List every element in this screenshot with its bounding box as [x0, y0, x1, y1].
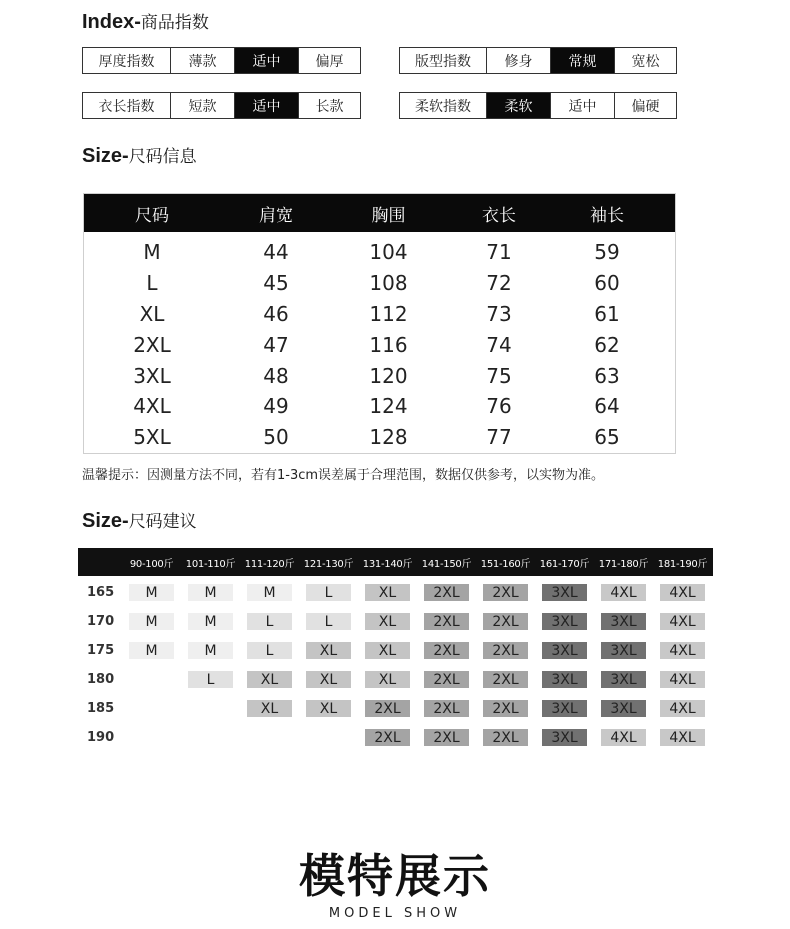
- size-slot: [181, 613, 240, 630]
- index-label: 厚度指数: [98, 53, 155, 70]
- size-chip: M: [129, 584, 174, 601]
- size-cell: 45: [263, 271, 289, 296]
- empty-slot: [129, 729, 174, 746]
- size-cell: 108: [369, 271, 408, 296]
- size-chip: 3XL: [542, 584, 587, 601]
- size-chip: 2XL: [483, 584, 528, 601]
- size-slot: [653, 642, 712, 659]
- size-slot: [122, 729, 181, 746]
- size-chip: 2XL: [483, 613, 528, 630]
- index-label: 柔软指数: [415, 98, 471, 115]
- index-heading-en: Index-: [82, 11, 141, 33]
- size-cell: 77: [486, 425, 512, 450]
- size-slot: [653, 584, 712, 601]
- index-option: 长款: [298, 93, 360, 118]
- size-table-row: [84, 237, 675, 268]
- size-slot: [358, 700, 417, 717]
- weight-header-cell: 171-180斤: [598, 558, 649, 570]
- size-recommend-heading-cn: 尺码建议: [128, 512, 197, 532]
- size-chip: 4XL: [601, 584, 646, 601]
- index-group-fit: [399, 47, 677, 74]
- size-cell: 44: [263, 240, 289, 265]
- size-header-cell: 胸围: [371, 205, 406, 226]
- size-table-row: [84, 329, 675, 360]
- size-table: [83, 193, 676, 454]
- size-slot: [299, 584, 358, 601]
- size-chip: M: [188, 584, 233, 601]
- weight-header-cell: 121-130斤: [303, 558, 354, 570]
- index-option: 偏厚: [298, 48, 360, 73]
- size-cell: 75: [486, 363, 512, 388]
- size-cell: 72: [486, 271, 512, 296]
- size-cell: 128: [369, 425, 408, 450]
- size-chip: 2XL: [483, 700, 528, 717]
- size-chip: 2XL: [483, 642, 528, 659]
- size-recommend-heading-en: Size-: [82, 510, 129, 532]
- size-slot: [181, 642, 240, 659]
- size-chip: L: [306, 613, 351, 630]
- size-slot: [122, 613, 181, 630]
- size-header-cell: 袖长: [590, 205, 624, 226]
- height-row: [78, 636, 713, 665]
- size-chip: M: [188, 642, 233, 659]
- index-option-selected: 常规: [550, 48, 614, 73]
- size-slot: [122, 671, 181, 688]
- size-cell: 5XL: [133, 425, 171, 450]
- index-option: 薄款: [170, 48, 234, 73]
- size-cell: 4XL: [133, 394, 171, 419]
- size-slot: [476, 584, 535, 601]
- size-slot: [535, 671, 594, 688]
- size-table-row: [84, 360, 675, 391]
- empty-slot: [188, 729, 233, 746]
- size-slot: [358, 671, 417, 688]
- recommend-body: [78, 578, 713, 752]
- size-chip: 3XL: [601, 642, 646, 659]
- size-slot: [476, 613, 535, 630]
- size-slot: [476, 642, 535, 659]
- size-chip: XL: [306, 642, 351, 659]
- size-chip: 3XL: [542, 613, 587, 630]
- size-table-header: [84, 194, 675, 232]
- size-slot: [594, 729, 653, 746]
- index-option: 偏硬: [614, 93, 676, 118]
- weight-header-cell: 141-150斤: [421, 558, 472, 570]
- size-cell: 3XL: [133, 363, 171, 388]
- size-chip: 2XL: [424, 584, 469, 601]
- size-chip: XL: [365, 671, 410, 688]
- index-label: 衣长指数: [98, 98, 155, 115]
- size-cell: 63: [594, 363, 620, 388]
- index-group-softness: [399, 92, 677, 119]
- index-option-selected: 适中: [234, 93, 298, 118]
- size-chip: 2XL: [365, 729, 410, 746]
- size-slot: [181, 671, 240, 688]
- weight-header-cell: 111-120斤: [244, 558, 295, 570]
- height-label: 180: [87, 672, 115, 687]
- size-slot: [417, 584, 476, 601]
- size-header-cell: 肩宽: [259, 205, 293, 226]
- size-chip: XL: [247, 671, 292, 688]
- size-chip: XL: [306, 700, 351, 717]
- size-chip: L: [247, 642, 292, 659]
- weight-header-cell: 101-110斤: [185, 558, 236, 570]
- index-option: 适中: [550, 93, 614, 118]
- size-table-row: [84, 391, 675, 422]
- size-info-heading: [82, 142, 197, 168]
- size-cell: XL: [139, 301, 165, 326]
- size-chip: 4XL: [660, 700, 705, 717]
- weight-header-cell: 131-140斤: [362, 558, 413, 570]
- size-cell: L: [146, 271, 158, 296]
- size-slot: [299, 671, 358, 688]
- size-cell: 74: [486, 332, 512, 357]
- size-slot: [535, 642, 594, 659]
- size-slot: [653, 671, 712, 688]
- size-chip: 2XL: [365, 700, 410, 717]
- size-chip: XL: [306, 671, 351, 688]
- size-slot: [181, 584, 240, 601]
- size-chip: 4XL: [601, 729, 646, 746]
- empty-slot: [129, 700, 174, 717]
- size-table-row: [84, 299, 675, 330]
- size-chip: 4XL: [660, 642, 705, 659]
- size-slot: [299, 729, 358, 746]
- index-option: 修身: [486, 48, 550, 73]
- size-slot: [240, 584, 299, 601]
- model-show-title: 模特展示: [299, 849, 491, 903]
- height-row: [78, 607, 713, 636]
- index-label: 版型指数: [415, 53, 471, 70]
- size-slot: [240, 729, 299, 746]
- size-header-cell: 尺码: [135, 205, 169, 226]
- weight-header-cell: 181-190斤: [657, 558, 708, 570]
- height-row: [78, 665, 713, 694]
- size-chip: L: [247, 613, 292, 630]
- size-recommend-heading: [82, 507, 197, 533]
- size-slot: [299, 642, 358, 659]
- size-chip: 3XL: [542, 700, 587, 717]
- size-slot: [653, 700, 712, 717]
- model-show-subtitle: MODEL SHOW: [328, 906, 462, 921]
- size-slot: [240, 700, 299, 717]
- size-slot: [358, 729, 417, 746]
- empty-slot: [247, 729, 292, 746]
- size-slot: [240, 671, 299, 688]
- size-table-row: [84, 268, 675, 299]
- size-cell: 62: [594, 332, 620, 357]
- size-chip: 2XL: [424, 700, 469, 717]
- size-slot: [476, 700, 535, 717]
- size-slot: [535, 613, 594, 630]
- size-chip: 2XL: [483, 671, 528, 688]
- index-group-length: [82, 92, 361, 119]
- size-slot: [594, 613, 653, 630]
- size-slot: [594, 642, 653, 659]
- measurement-note: 温馨提示：因测量方法不同，若有1-3cm误差属于合理范围，数据仅供参考，以实物为准。: [82, 468, 605, 483]
- size-info-heading-cn: 尺码信息: [128, 147, 197, 167]
- size-chip: M: [188, 613, 233, 630]
- size-slot: [417, 700, 476, 717]
- size-slot: [535, 729, 594, 746]
- index-group-thickness: [82, 47, 361, 74]
- size-chip: 3XL: [601, 613, 646, 630]
- size-chip: M: [129, 613, 174, 630]
- size-slot: [535, 584, 594, 601]
- index-option: 宽松: [614, 48, 676, 73]
- size-chip: 4XL: [660, 613, 705, 630]
- size-slot: [417, 729, 476, 746]
- size-chip: 2XL: [483, 729, 528, 746]
- size-slot: [476, 671, 535, 688]
- size-chip: XL: [365, 613, 410, 630]
- empty-slot: [129, 671, 174, 688]
- height-label: 185: [87, 701, 115, 716]
- index-option-selected: 柔软: [486, 93, 550, 118]
- size-slot: [594, 584, 653, 601]
- size-slot: [594, 671, 653, 688]
- weight-header-cell: 151-160斤: [480, 558, 531, 570]
- size-chip: 4XL: [660, 729, 705, 746]
- size-slot: [122, 642, 181, 659]
- size-slot: [358, 642, 417, 659]
- size-chip: 2XL: [424, 642, 469, 659]
- size-cell: M: [143, 240, 161, 265]
- size-chip: 4XL: [660, 584, 705, 601]
- size-chip: L: [188, 671, 233, 688]
- size-chip: XL: [365, 642, 410, 659]
- size-cell: 49: [263, 394, 289, 419]
- size-cell: 48: [263, 363, 289, 388]
- index-heading: [82, 8, 209, 34]
- size-cell: 61: [594, 301, 620, 326]
- size-info-heading-en: Size-: [82, 145, 129, 167]
- size-table-row: [84, 422, 675, 453]
- size-slot: [358, 613, 417, 630]
- height-label: 190: [87, 730, 115, 745]
- empty-slot: [188, 700, 233, 717]
- size-cell: 59: [594, 240, 620, 265]
- size-chip: XL: [365, 584, 410, 601]
- index-option: 短款: [170, 93, 234, 118]
- size-slot: [417, 671, 476, 688]
- size-chip: 3XL: [542, 729, 587, 746]
- size-cell: 47: [263, 332, 289, 357]
- size-cell: 120: [369, 363, 408, 388]
- height-row: [78, 578, 713, 607]
- index-option-selected: 适中: [234, 48, 298, 73]
- size-chip: 3XL: [542, 642, 587, 659]
- size-cell: 116: [369, 332, 408, 357]
- size-chip: 3XL: [601, 700, 646, 717]
- size-header-cell: 衣长: [482, 205, 516, 226]
- size-slot: [122, 584, 181, 601]
- size-slot: [122, 700, 181, 717]
- size-cell: 65: [594, 425, 620, 450]
- size-slot: [358, 584, 417, 601]
- empty-slot: [306, 729, 351, 746]
- size-cell: 64: [594, 394, 620, 419]
- size-slot: [417, 642, 476, 659]
- size-cell: 73: [486, 301, 512, 326]
- height-row: [78, 694, 713, 723]
- height-label: 170: [87, 614, 115, 629]
- size-cell: 124: [369, 394, 408, 419]
- size-cell: 71: [486, 240, 512, 265]
- size-recommend-table: [78, 548, 713, 752]
- size-chip: 3XL: [542, 671, 587, 688]
- index-heading-cn: 商品指数: [140, 13, 209, 33]
- size-slot: [240, 613, 299, 630]
- size-cell: 76: [486, 394, 512, 419]
- weight-header-row: [78, 548, 713, 576]
- size-slot: [535, 700, 594, 717]
- size-cell: 50: [263, 425, 289, 450]
- size-slot: [299, 613, 358, 630]
- size-cell: 60: [594, 271, 620, 296]
- size-chip: M: [129, 642, 174, 659]
- weight-header-cell: 161-170斤: [539, 558, 590, 570]
- size-cell: 46: [263, 301, 289, 326]
- size-chip: 3XL: [601, 671, 646, 688]
- height-label: 175: [87, 643, 115, 658]
- size-chip: M: [247, 584, 292, 601]
- size-cell: 2XL: [133, 332, 171, 357]
- size-chip: 2XL: [424, 729, 469, 746]
- size-slot: [417, 613, 476, 630]
- height-label: 165: [87, 585, 115, 600]
- size-slot: [476, 729, 535, 746]
- weight-header-cell: 90-100斤: [129, 558, 174, 570]
- size-slot: [653, 613, 712, 630]
- size-cell: 112: [369, 301, 408, 326]
- size-cell: 104: [369, 240, 408, 265]
- size-chip: 4XL: [660, 671, 705, 688]
- size-chip: XL: [247, 700, 292, 717]
- height-row: [78, 723, 713, 752]
- size-chip: 2XL: [424, 671, 469, 688]
- size-slot: [240, 642, 299, 659]
- size-slot: [299, 700, 358, 717]
- size-chip: 2XL: [424, 613, 469, 630]
- size-slot: [181, 729, 240, 746]
- size-slot: [653, 729, 712, 746]
- size-chip: L: [306, 584, 351, 601]
- size-slot: [181, 700, 240, 717]
- size-slot: [594, 700, 653, 717]
